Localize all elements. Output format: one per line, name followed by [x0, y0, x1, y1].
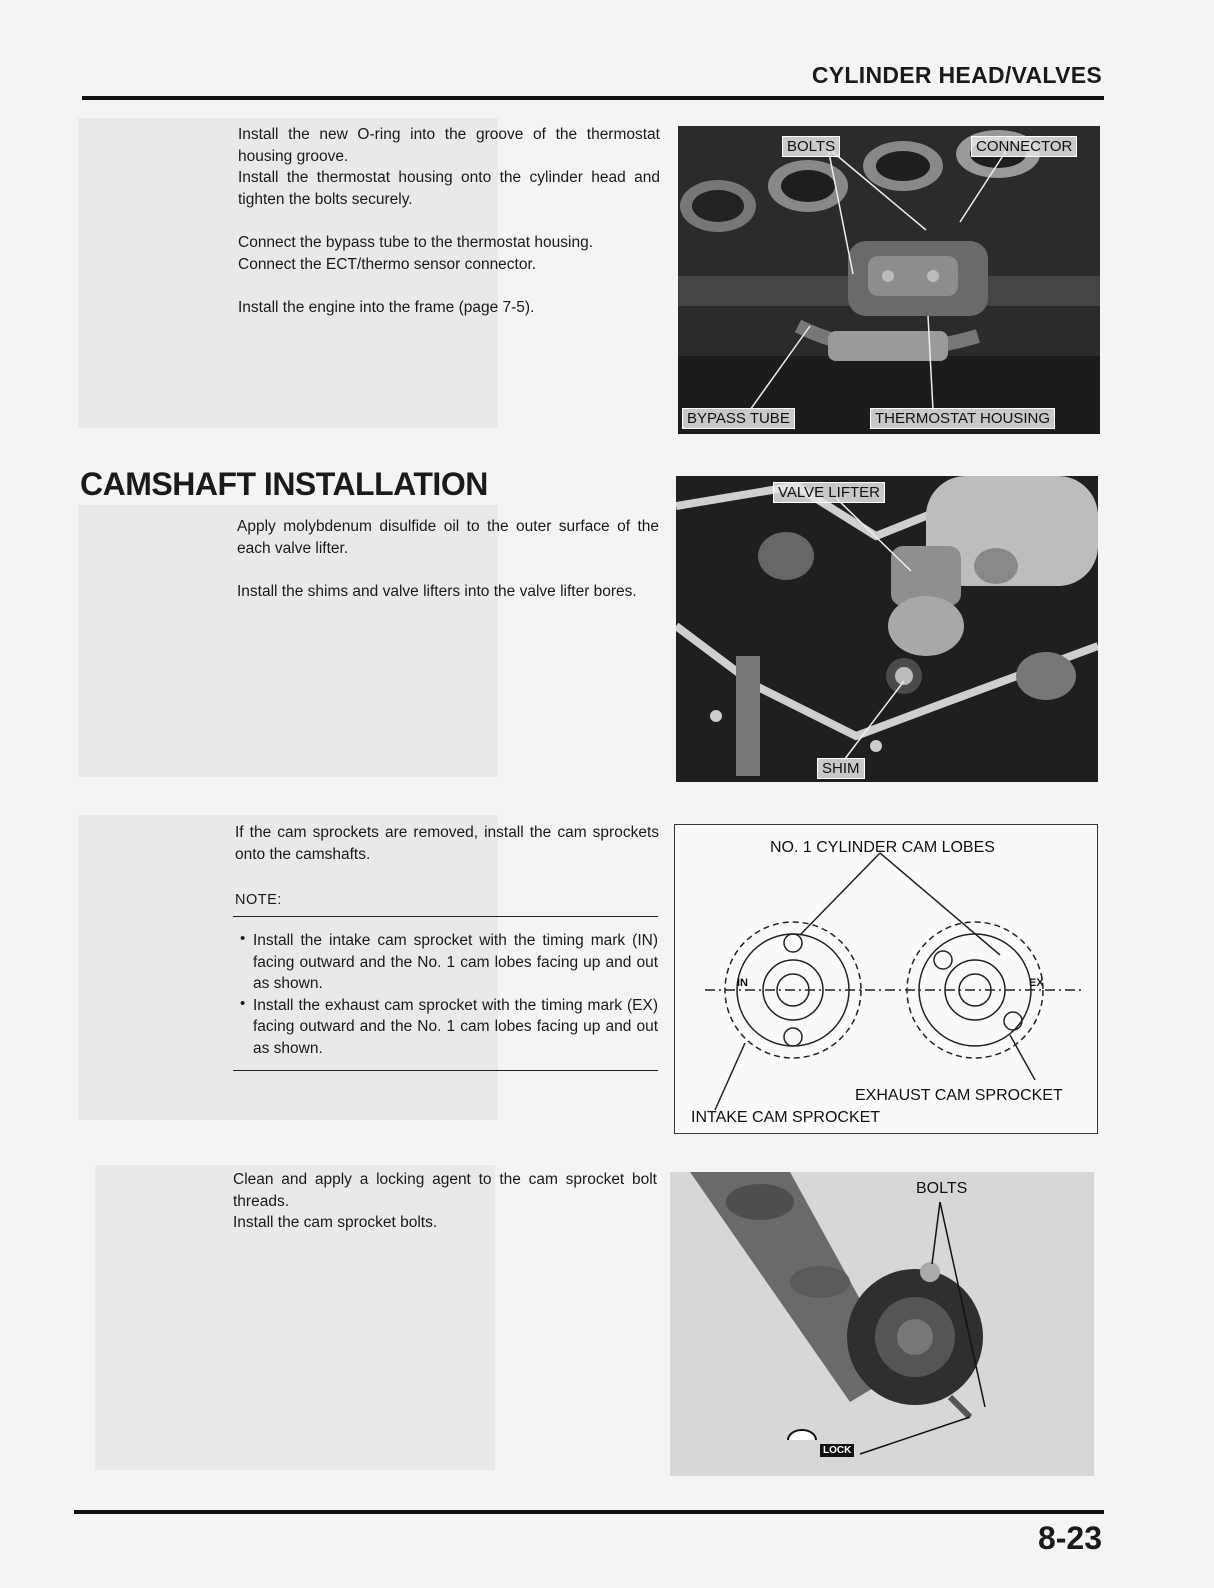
sprocket-bolt-instructions — [233, 1169, 657, 1234]
note-bullets — [240, 930, 658, 1059]
chapter-title: CYLINDER HEAD/VALVES — [811, 62, 1102, 88]
instruction-text: Install the new O-ring into the groove of the thermostat housing groove. — [238, 126, 660, 165]
label-shim: SHIM — [817, 758, 865, 779]
page-number: 8-23 — [1037, 1520, 1102, 1556]
thermostat-housing-photo — [678, 126, 1100, 434]
note-bullet-text: Install the intake cam sprocket with the timing mark (IN) facing outward and the No. 1 cam lobes facing up and out as shown. — [253, 932, 658, 992]
label-thermostat-housing: THERMOSTAT HOUSING — [870, 408, 1055, 429]
note-top-rule — [233, 916, 658, 917]
cam-sprocket-instructions — [235, 822, 659, 865]
label-connector: CONNECTOR — [971, 136, 1077, 157]
label-exhaust-cam-sprocket: EXHAUST CAM SPROCKET — [855, 1087, 1063, 1104]
instruction-text: Install the shims and valve lifters into the valve lifter bores. — [237, 583, 637, 600]
label-bolts: BOLTS — [916, 1180, 968, 1197]
camshaft-illustration — [670, 1172, 1094, 1476]
instruction-text: Clean and apply a locking agent to the cam sprocket bolt threads. — [233, 1171, 657, 1210]
cam-sprocket-diagram — [674, 824, 1098, 1134]
valve-lifter-illustration — [676, 476, 1098, 782]
note-bullet-item — [240, 930, 658, 995]
label-valve-lifter: VALVE LIFTER — [773, 482, 885, 503]
note-bullet-text: Install the exhaust cam sprocket with the timing mark (EX) facing outward and the No. 1 cam lobes facing up and out as shown. — [253, 996, 658, 1057]
instruction-text: Install the engine into the frame (page 7-5). — [238, 299, 535, 316]
instruction-text: Install the thermostat housing onto the cylinder head and tighten the bolts securely. — [238, 169, 660, 208]
note-label: NOTE: — [235, 892, 282, 908]
valve-lifter-instructions — [237, 516, 659, 603]
instruction-text: Connect the ECT/thermo sensor connector. — [238, 255, 537, 273]
instruction-text: If the cam sprockets are removed, install the cam sprockets onto the camshafts. — [235, 824, 659, 863]
label-no1-cam-lobes: NO. 1 CYLINDER CAM LOBES — [770, 839, 995, 856]
cam-sprocket-bolts-photo — [670, 1172, 1094, 1476]
label-in-mark: IN — [737, 977, 748, 989]
engine-photo-illustration — [678, 126, 1100, 434]
bullet-dot: • — [240, 930, 246, 947]
lock-icon-label: LOCK — [820, 1444, 854, 1457]
bullet-dot: • — [240, 994, 246, 1012]
label-bypass-tube: BYPASS TUBE — [682, 408, 795, 429]
note-bullet-item — [240, 995, 658, 1060]
label-intake-cam-sprocket: INTAKE CAM SPROCKET — [691, 1109, 881, 1126]
instruction-text: Apply molybdenum disulfide oil to the outer surface of the each valve lifter. — [237, 518, 659, 557]
thermostat-instructions — [238, 124, 660, 319]
instruction-text: Install the cam sprocket bolts. — [233, 1214, 438, 1231]
label-ex-mark: EX — [1029, 977, 1044, 989]
instruction-text: Connect the bypass tube to the thermostat housing. — [238, 234, 594, 251]
section-title: CAMSHAFT INSTALLATION — [80, 466, 488, 502]
label-bolts: BOLTS — [782, 136, 840, 157]
valve-lifter-photo — [676, 476, 1098, 782]
header-rule — [82, 96, 1104, 100]
note-bottom-rule — [233, 1070, 658, 1071]
footer-rule — [74, 1510, 1104, 1514]
